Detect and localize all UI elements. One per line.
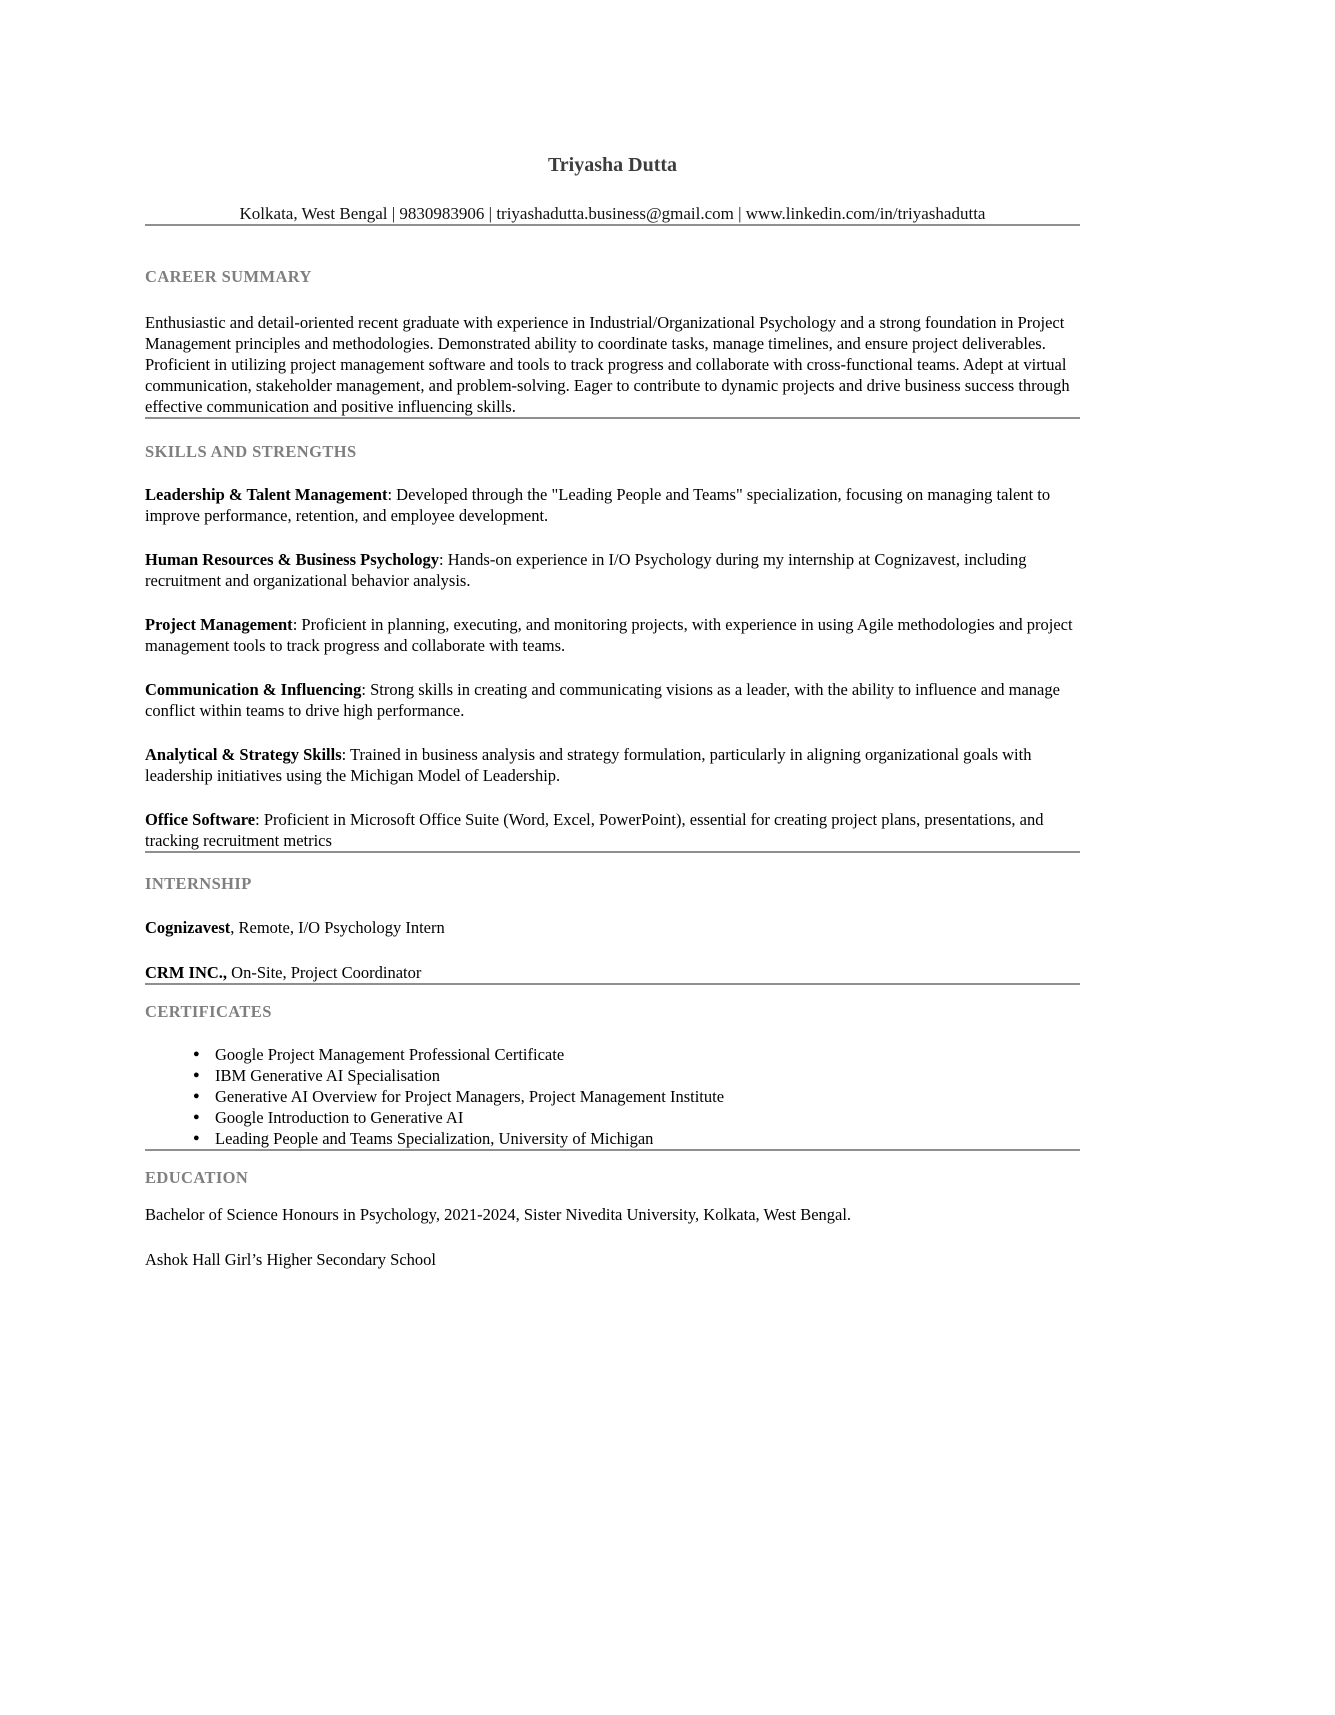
section-title-skills: SKILLS AND STRENGTHS <box>145 442 357 461</box>
certificate-text: Generative AI Overview for Project Managers, Project Management Institute <box>215 1087 725 1106</box>
skill-item-communication <box>145 679 1080 721</box>
certificate-item <box>193 1128 1080 1149</box>
skill-text: : Strong skills in creating and communicating visions as a leader, with the ability to influence and manage conflict within teams to drive high performance. <box>145 680 1060 720</box>
section-title-career-summary: CAREER SUMMARY <box>145 267 312 286</box>
resume-name: Triyasha Dutta <box>547 154 678 176</box>
internship-item-crm-inc <box>145 962 1080 983</box>
internship-role: , Remote, I/O Psychology Intern <box>230 918 445 937</box>
skill-text: : Developed through the "Leading People and Teams" specialization, focusing on managing talent to improve performance, retention, and employee development. <box>145 485 1051 525</box>
skill-item-hr-psychology <box>145 549 1080 591</box>
certificates-list <box>145 1044 1080 1149</box>
skill-label: Analytical & Strategy Skills <box>145 745 342 764</box>
bullet-icon: ● <box>193 1111 200 1123</box>
divider-after-certificates <box>145 1149 1080 1151</box>
section-education <box>145 1167 1080 1270</box>
certificate-item <box>193 1107 1080 1128</box>
skill-item-leadership <box>145 484 1080 526</box>
section-title-certificates: CERTIFICATES <box>145 1002 272 1021</box>
skill-label: Communication & Influencing <box>145 680 362 699</box>
bullet-icon: ● <box>193 1090 200 1102</box>
skill-label: Human Resources & Business Psychology <box>145 550 439 569</box>
skill-text: : Hands-on experience in I/O Psychology during my internship at Cognizavest, including recruitment and organizational behavior analysis. <box>145 550 1027 590</box>
skill-text: : Proficient in planning, executing, and monitoring projects, with experience in using Agile methodologies and project management tools to track progress and collaborate with teams. <box>145 615 1073 655</box>
section-title-education: EDUCATION <box>145 1168 249 1187</box>
bullet-icon: ● <box>193 1069 200 1081</box>
education-school: Ashok Hall Girl’s Higher Secondary School <box>145 1250 436 1269</box>
certificate-item <box>193 1086 1080 1107</box>
divider-after-summary <box>145 417 1080 419</box>
internship-company: CRM INC., <box>145 963 228 982</box>
internship-role: On-Site, Project Coordinator <box>227 963 422 982</box>
divider-after-contact <box>145 224 1080 226</box>
certificate-text: IBM Generative AI Specialisation <box>215 1066 440 1085</box>
skill-label: Office Software <box>145 810 256 829</box>
section-certificates <box>145 1001 1080 1149</box>
skill-label: Project Management <box>145 615 293 634</box>
internship-company: Cognizavest <box>145 918 231 937</box>
skill-item-analytical <box>145 744 1080 786</box>
career-summary-text: Enthusiastic and detail-oriented recent graduate with experience in Industrial/Organizational Psychology and a strong foundation in Project Management principles and methodologies. Demonstrated ability to coordinate tasks, manage timelines, and ensure project deliverables. Proficient in utilizing project management software and tools to track progress and collaborate with cross-functional teams. Adept at virtual communication, stakeholder management, and problem-solving. Eager to contribute to dynamic projects and drive business success through effective communication and positive influencing skills. <box>145 313 1070 416</box>
skill-item-project-management <box>145 614 1080 656</box>
section-skills <box>145 441 1080 851</box>
certificate-item <box>193 1065 1080 1086</box>
education-degree: Bachelor of Science Honours in Psychology, 2021-2024, Sister Nivedita University, Kolkata, West Bengal. <box>145 1205 852 1224</box>
section-career-summary <box>145 266 1080 417</box>
section-title-internship: INTERNSHIP <box>145 874 252 893</box>
internship-item-cognizavest <box>145 917 1080 938</box>
certificate-item <box>193 1044 1080 1065</box>
skill-text: : Proficient in Microsoft Office Suite (Word, Excel, PowerPoint), essential for creating project plans, presentations, and tracking recruitment metrics <box>145 810 1044 850</box>
divider-after-skills <box>145 851 1080 853</box>
contact-line: Kolkata, West Bengal | 9830983906 | triyashadutta.business@gmail.com | www.linkedin.com/in/triyashadutta <box>239 204 986 223</box>
certificate-text: Leading People and Teams Specialization, University of Michigan <box>215 1129 654 1148</box>
bullet-icon: ● <box>193 1048 200 1060</box>
skill-item-office-software <box>145 809 1080 851</box>
skill-label: Leadership & Talent Management <box>145 485 388 504</box>
section-internship <box>145 873 1080 983</box>
skill-text: : Trained in business analysis and strategy formulation, particularly in aligning organizational goals with leadership initiatives using the Michigan Model of Leadership. <box>145 745 1032 785</box>
certificate-text: Google Introduction to Generative AI <box>215 1108 464 1127</box>
certificate-text: Google Project Management Professional Certificate <box>215 1045 565 1064</box>
bullet-icon: ● <box>193 1132 200 1144</box>
divider-after-internship <box>145 983 1080 985</box>
